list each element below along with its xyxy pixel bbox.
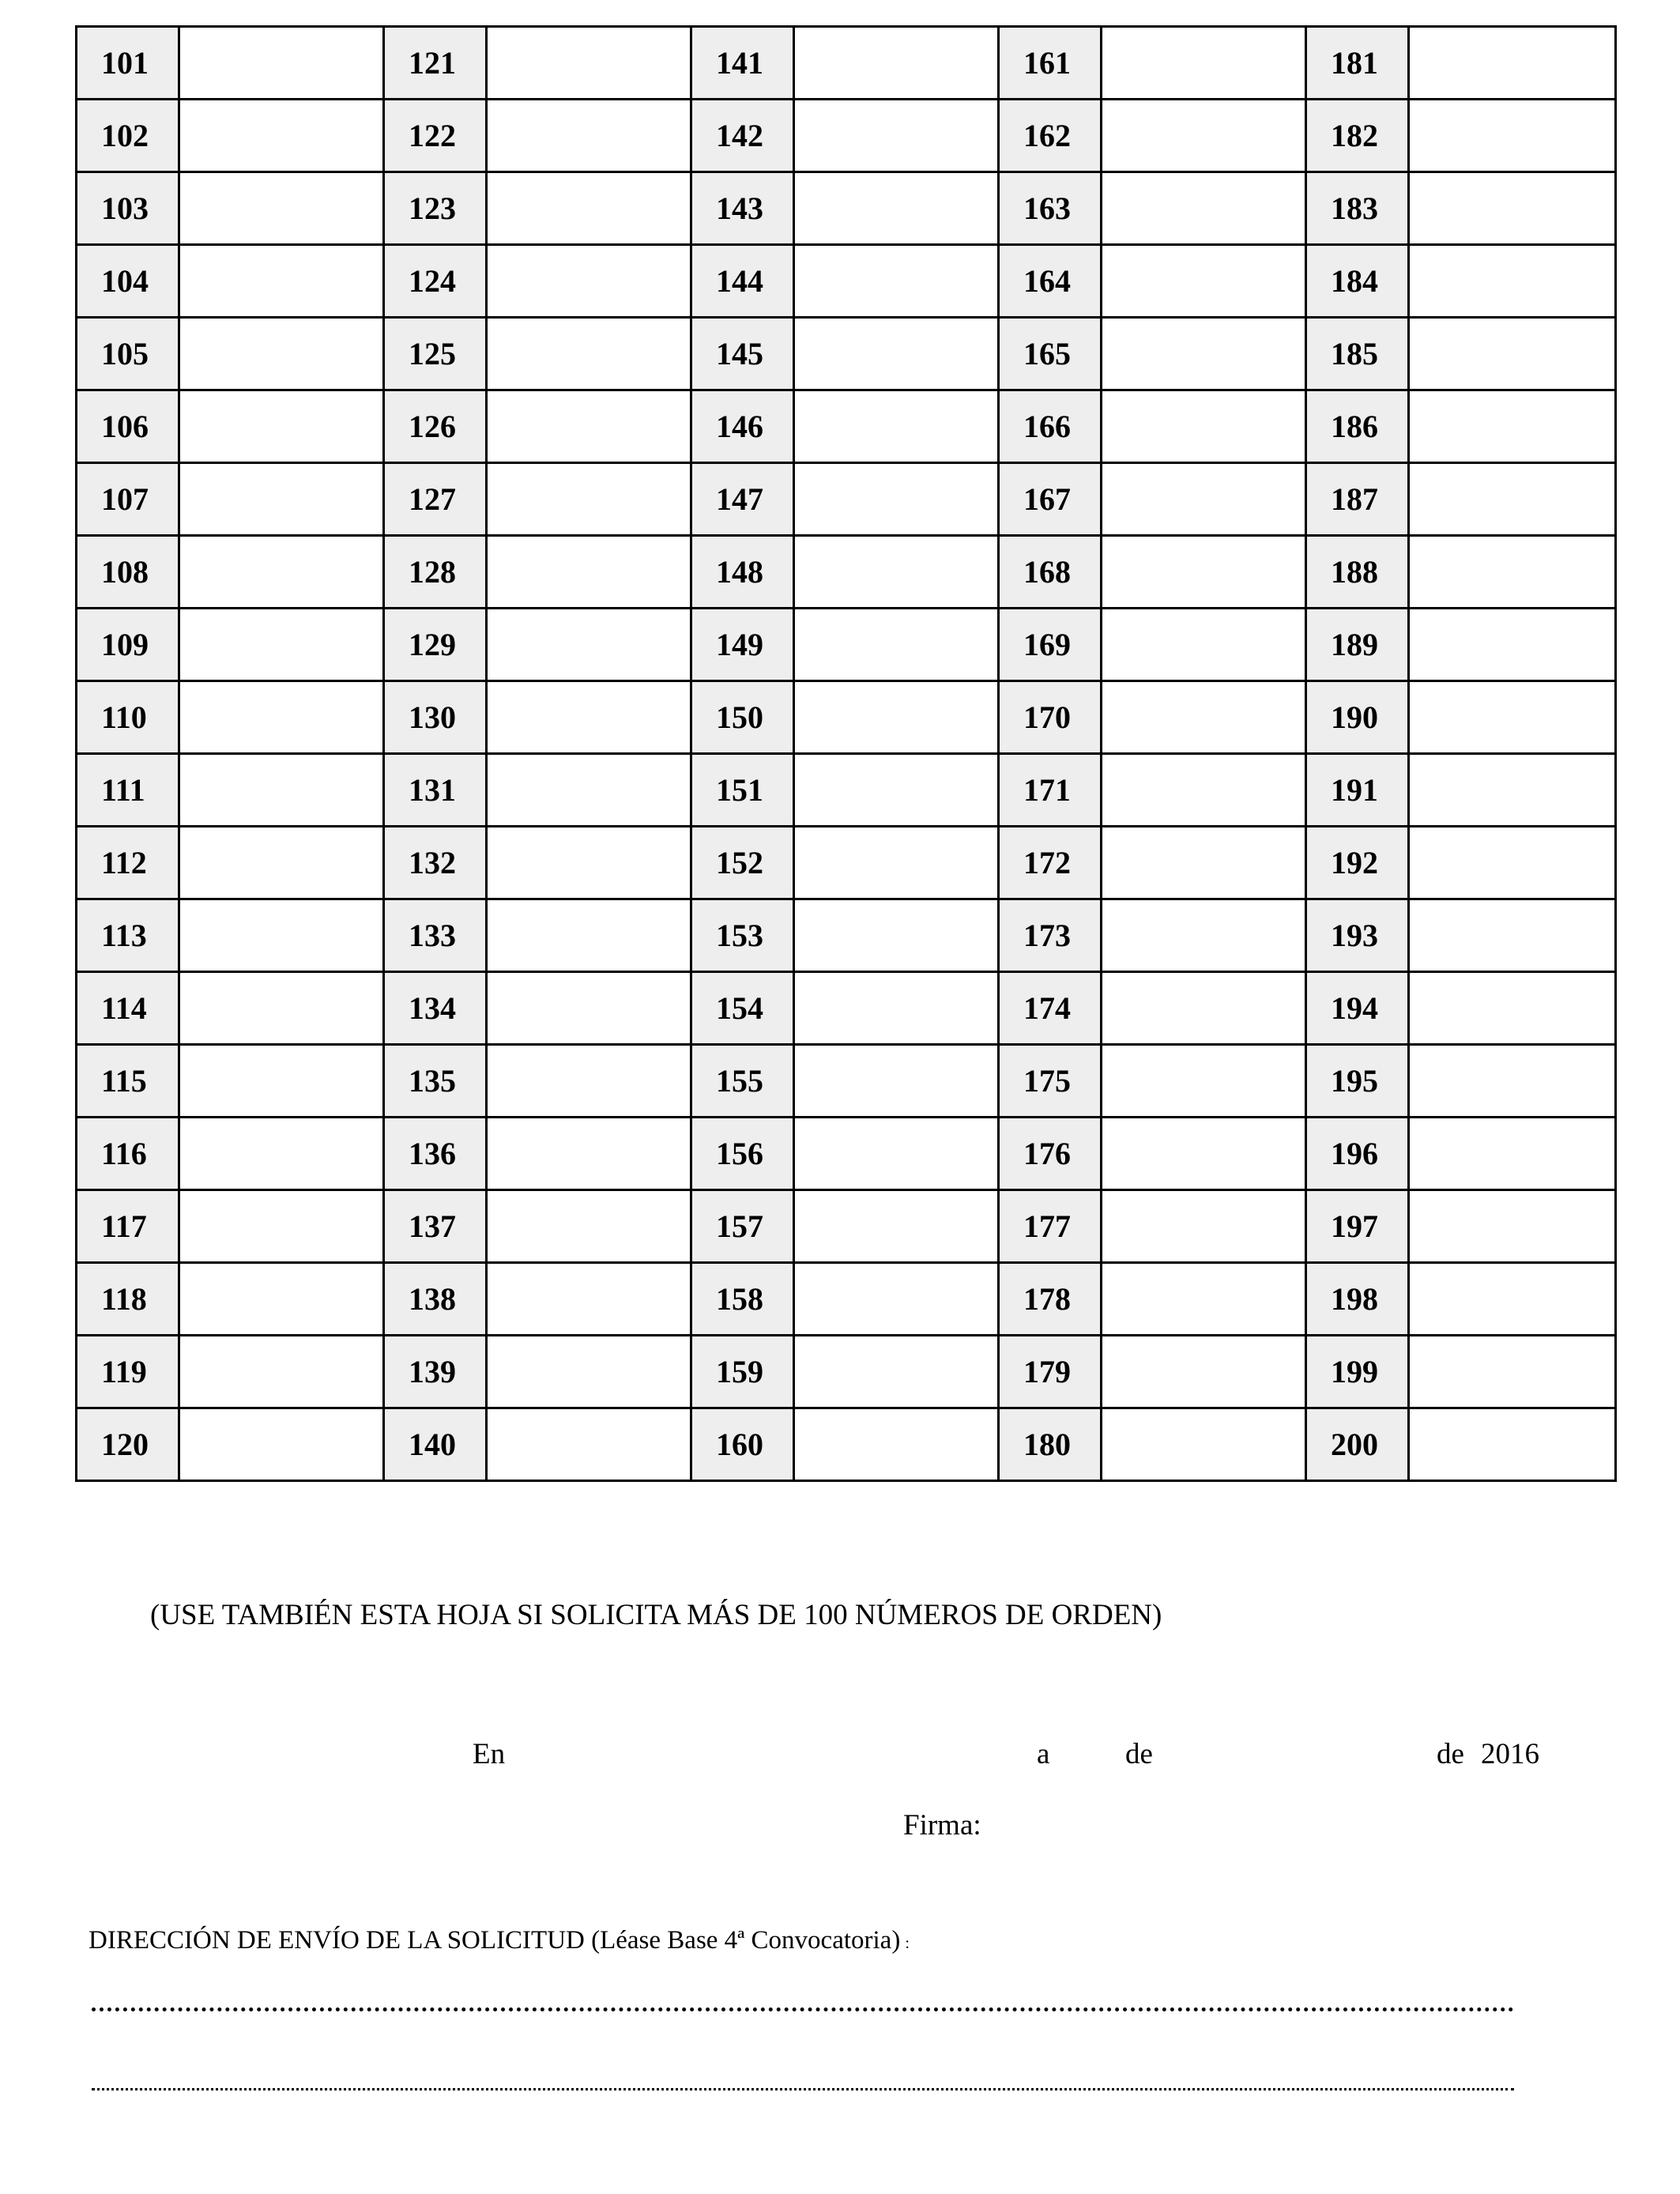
order-number-cell: 183 — [1306, 172, 1409, 245]
order-number-cell: 174 — [999, 972, 1102, 1045]
order-number-cell: 105 — [77, 318, 179, 390]
order-entry-cell[interactable] — [794, 827, 999, 899]
order-number-cell: 200 — [1306, 1408, 1409, 1481]
table-row — [77, 390, 1616, 463]
order-number-cell: 162 — [999, 100, 1102, 172]
order-entry-cell[interactable] — [1409, 27, 1616, 100]
order-number-cell: 139 — [384, 1336, 487, 1408]
order-number-cell: 177 — [999, 1190, 1102, 1263]
order-table-body — [77, 27, 1616, 1481]
order-number-cell: 191 — [1306, 754, 1409, 827]
order-entry-cell[interactable] — [487, 27, 691, 100]
order-number-cell: 101 — [77, 27, 179, 100]
order-number-cell: 149 — [691, 609, 794, 681]
order-number-cell: 185 — [1306, 318, 1409, 390]
order-number-cell: 120 — [77, 1408, 179, 1481]
order-entry-cell[interactable] — [1409, 899, 1616, 972]
table-row — [77, 899, 1616, 972]
usage-note: (USE TAMBIÉN ESTA HOJA SI SOLICITA MÁS DE 100 NÚMEROS DE ORDEN) — [150, 1599, 1162, 1631]
order-entry-cell[interactable] — [487, 1118, 691, 1190]
table-row — [77, 172, 1616, 245]
order-number-cell: 184 — [1306, 245, 1409, 318]
order-number-cell: 168 — [999, 536, 1102, 609]
order-number-cell: 152 — [691, 827, 794, 899]
order-entry-cell[interactable] — [487, 1336, 691, 1408]
order-number-cell: 132 — [384, 827, 487, 899]
order-entry-cell[interactable] — [487, 1190, 691, 1263]
order-number-cell: 142 — [691, 100, 794, 172]
order-number-cell: 143 — [691, 172, 794, 245]
order-entry-cell[interactable] — [179, 318, 384, 390]
order-number-cell: 119 — [77, 1336, 179, 1408]
order-number-cell: 138 — [384, 1263, 487, 1336]
order-number-cell: 116 — [77, 1118, 179, 1190]
order-entry-cell[interactable] — [794, 536, 999, 609]
order-entry-cell[interactable] — [1102, 609, 1306, 681]
order-number-cell: 178 — [999, 1263, 1102, 1336]
order-number-cell: 196 — [1306, 1118, 1409, 1190]
order-number-cell: 155 — [691, 1045, 794, 1118]
order-entry-cell[interactable] — [487, 972, 691, 1045]
order-entry-cell[interactable] — [179, 100, 384, 172]
table-row — [77, 1190, 1616, 1263]
table-row — [77, 245, 1616, 318]
order-entry-cell[interactable] — [1102, 1336, 1306, 1408]
order-entry-cell[interactable] — [1102, 1118, 1306, 1190]
address-title-colon: : — [905, 1935, 910, 1952]
order-number-cell: 173 — [999, 899, 1102, 972]
table-row — [77, 681, 1616, 754]
order-number-cell: 123 — [384, 172, 487, 245]
order-number-cell: 133 — [384, 899, 487, 972]
address-line-2[interactable] — [92, 2088, 1514, 2090]
table-row — [77, 1118, 1616, 1190]
order-number-cell: 187 — [1306, 463, 1409, 536]
order-entry-cell[interactable] — [794, 681, 999, 754]
order-entry-cell[interactable] — [1409, 318, 1616, 390]
order-entry-cell[interactable] — [1102, 1190, 1306, 1263]
order-number-cell: 169 — [999, 609, 1102, 681]
order-entry-cell[interactable] — [179, 1408, 384, 1481]
order-number-cell: 104 — [77, 245, 179, 318]
order-entry-cell[interactable] — [1409, 1336, 1616, 1408]
order-entry-cell[interactable] — [487, 754, 691, 827]
order-entry-cell[interactable] — [179, 899, 384, 972]
order-number-cell: 114 — [77, 972, 179, 1045]
order-number-cell: 157 — [691, 1190, 794, 1263]
address-title-text: DIRECCIÓN DE ENVÍO DE LA SOLICITUD (Léase Base 4ª Convocatoria) — [89, 1926, 901, 1955]
order-entry-cell[interactable] — [794, 609, 999, 681]
order-number-cell: 165 — [999, 318, 1102, 390]
order-number-cell: 181 — [1306, 27, 1409, 100]
order-entry-cell[interactable] — [487, 318, 691, 390]
order-entry-cell[interactable] — [794, 172, 999, 245]
order-entry-cell[interactable] — [794, 754, 999, 827]
order-entry-cell[interactable] — [794, 463, 999, 536]
order-entry-cell[interactable] — [179, 609, 384, 681]
order-entry-cell[interactable] — [794, 245, 999, 318]
order-number-cell: 160 — [691, 1408, 794, 1481]
order-number-cell: 130 — [384, 681, 487, 754]
table-row — [77, 972, 1616, 1045]
table-row — [77, 609, 1616, 681]
order-number-cell: 106 — [77, 390, 179, 463]
order-number-cell: 126 — [384, 390, 487, 463]
order-number-cell: 110 — [77, 681, 179, 754]
order-number-cell: 103 — [77, 172, 179, 245]
table-row — [77, 1408, 1616, 1481]
order-number-cell: 136 — [384, 1118, 487, 1190]
order-entry-cell[interactable] — [487, 172, 691, 245]
order-number-cell: 111 — [77, 754, 179, 827]
order-entry-cell[interactable] — [179, 172, 384, 245]
order-entry-cell[interactable] — [1409, 463, 1616, 536]
order-entry-cell[interactable] — [179, 390, 384, 463]
order-entry-cell[interactable] — [487, 1263, 691, 1336]
order-number-cell: 109 — [77, 609, 179, 681]
order-entry-cell[interactable] — [179, 463, 384, 536]
order-entry-cell[interactable] — [179, 536, 384, 609]
table-row — [77, 827, 1616, 899]
date-year: 2016 — [1481, 1738, 1539, 1770]
order-number-cell: 118 — [77, 1263, 179, 1336]
order-number-cell: 144 — [691, 245, 794, 318]
order-number-cell: 107 — [77, 463, 179, 536]
order-entry-cell[interactable] — [179, 827, 384, 899]
order-number-cell: 128 — [384, 536, 487, 609]
order-number-cell: 166 — [999, 390, 1102, 463]
order-number-cell: 161 — [999, 27, 1102, 100]
order-entry-cell[interactable] — [794, 390, 999, 463]
order-number-cell: 198 — [1306, 1263, 1409, 1336]
order-number-cell: 129 — [384, 609, 487, 681]
order-number-cell: 176 — [999, 1118, 1102, 1190]
order-number-cell: 199 — [1306, 1336, 1409, 1408]
order-entry-cell[interactable] — [1102, 899, 1306, 972]
table-row — [77, 100, 1616, 172]
order-entry-cell[interactable] — [487, 827, 691, 899]
order-entry-cell[interactable] — [1409, 245, 1616, 318]
table-row — [77, 1263, 1616, 1336]
order-number-cell: 154 — [691, 972, 794, 1045]
order-number-table — [75, 25, 1617, 1482]
order-entry-cell[interactable] — [179, 27, 384, 100]
table-row — [77, 754, 1616, 827]
order-entry-cell[interactable] — [794, 1118, 999, 1190]
order-entry-cell[interactable] — [794, 100, 999, 172]
order-number-cell: 146 — [691, 390, 794, 463]
order-entry-cell[interactable] — [1409, 1118, 1616, 1190]
order-number-cell: 150 — [691, 681, 794, 754]
order-entry-cell[interactable] — [179, 1263, 384, 1336]
order-entry-cell[interactable] — [487, 899, 691, 972]
order-number-cell: 122 — [384, 100, 487, 172]
order-entry-cell[interactable] — [1409, 609, 1616, 681]
order-entry-cell[interactable] — [794, 1045, 999, 1118]
order-number-cell: 172 — [999, 827, 1102, 899]
order-number-cell: 193 — [1306, 899, 1409, 972]
order-number-cell: 164 — [999, 245, 1102, 318]
order-entry-cell[interactable] — [1409, 172, 1616, 245]
order-number-cell: 189 — [1306, 609, 1409, 681]
order-entry-cell[interactable] — [1102, 27, 1306, 100]
order-entry-cell[interactable] — [794, 1408, 999, 1481]
order-number-cell: 127 — [384, 463, 487, 536]
order-number-cell: 190 — [1306, 681, 1409, 754]
order-number-cell: 145 — [691, 318, 794, 390]
order-number-cell: 134 — [384, 972, 487, 1045]
order-entry-cell[interactable] — [487, 390, 691, 463]
address-heading — [89, 1926, 910, 1955]
order-number-cell: 197 — [1306, 1190, 1409, 1263]
order-entry-cell[interactable] — [179, 245, 384, 318]
order-number-cell: 121 — [384, 27, 487, 100]
order-number-cell: 117 — [77, 1190, 179, 1263]
order-entry-cell[interactable] — [1102, 1263, 1306, 1336]
order-entry-cell[interactable] — [487, 681, 691, 754]
order-number-cell: 141 — [691, 27, 794, 100]
order-entry-cell[interactable] — [1102, 681, 1306, 754]
order-number-cell: 108 — [77, 536, 179, 609]
order-entry-cell[interactable] — [794, 899, 999, 972]
date-de-year-label: de — [1437, 1738, 1464, 1770]
order-number-cell: 125 — [384, 318, 487, 390]
order-number-cell: 140 — [384, 1408, 487, 1481]
order-entry-cell[interactable] — [1102, 754, 1306, 827]
order-entry-cell[interactable] — [1409, 536, 1616, 609]
order-entry-cell[interactable] — [1102, 390, 1306, 463]
order-entry-cell[interactable] — [1102, 827, 1306, 899]
table-row — [77, 27, 1616, 100]
order-number-cell: 171 — [999, 754, 1102, 827]
order-entry-cell[interactable] — [1409, 1045, 1616, 1118]
order-entry-cell[interactable] — [487, 1045, 691, 1118]
order-number-cell: 179 — [999, 1336, 1102, 1408]
order-entry-cell[interactable] — [487, 100, 691, 172]
order-entry-cell[interactable] — [1102, 100, 1306, 172]
order-entry-cell[interactable] — [1409, 681, 1616, 754]
order-number-cell: 153 — [691, 899, 794, 972]
order-number-cell: 151 — [691, 754, 794, 827]
order-number-cell: 148 — [691, 536, 794, 609]
order-number-cell: 159 — [691, 1336, 794, 1408]
signature-label: Firma: — [903, 1809, 981, 1842]
order-entry-cell[interactable] — [487, 463, 691, 536]
order-entry-cell[interactable] — [794, 318, 999, 390]
order-entry-cell[interactable] — [487, 1408, 691, 1481]
order-number-cell: 156 — [691, 1118, 794, 1190]
table-row — [77, 1045, 1616, 1118]
order-entry-cell[interactable] — [794, 27, 999, 100]
order-entry-cell[interactable] — [179, 1190, 384, 1263]
order-entry-cell[interactable] — [179, 1045, 384, 1118]
order-entry-cell[interactable] — [179, 1118, 384, 1190]
order-entry-cell[interactable] — [487, 245, 691, 318]
order-entry-cell[interactable] — [1102, 536, 1306, 609]
order-number-cell: 180 — [999, 1408, 1102, 1481]
order-entry-cell[interactable] — [794, 972, 999, 1045]
order-entry-cell[interactable] — [1409, 1408, 1616, 1481]
order-entry-cell[interactable] — [179, 1336, 384, 1408]
address-line-1[interactable] — [92, 2007, 1514, 2011]
table-row — [77, 318, 1616, 390]
order-entry-cell[interactable] — [487, 609, 691, 681]
order-number-cell: 135 — [384, 1045, 487, 1118]
order-number-cell: 131 — [384, 754, 487, 827]
date-de-label: de — [1125, 1738, 1153, 1770]
order-entry-cell[interactable] — [794, 1263, 999, 1336]
order-entry-cell[interactable] — [794, 1336, 999, 1408]
order-number-cell: 170 — [999, 681, 1102, 754]
order-entry-cell[interactable] — [179, 972, 384, 1045]
order-number-cell: 113 — [77, 899, 179, 972]
order-number-cell: 167 — [999, 463, 1102, 536]
order-number-cell: 102 — [77, 100, 179, 172]
order-number-cell: 192 — [1306, 827, 1409, 899]
order-entry-cell[interactable] — [1102, 1045, 1306, 1118]
date-a-label: a — [1037, 1738, 1050, 1770]
date-en-label: En — [473, 1738, 506, 1770]
table-row — [77, 1336, 1616, 1408]
order-number-cell: 115 — [77, 1045, 179, 1118]
order-entry-cell[interactable] — [487, 536, 691, 609]
order-number-cell: 175 — [999, 1045, 1102, 1118]
order-entry-cell[interactable] — [1409, 827, 1616, 899]
order-number-cell: 182 — [1306, 100, 1409, 172]
order-entry-cell[interactable] — [1102, 972, 1306, 1045]
order-entry-cell[interactable] — [1409, 390, 1616, 463]
table-row — [77, 463, 1616, 536]
order-entry-cell[interactable] — [1409, 1190, 1616, 1263]
order-number-cell: 186 — [1306, 390, 1409, 463]
table-row — [77, 536, 1616, 609]
order-number-cell: 137 — [384, 1190, 487, 1263]
order-entry-cell[interactable] — [1409, 1263, 1616, 1336]
order-entry-cell[interactable] — [1409, 972, 1616, 1045]
order-number-cell: 158 — [691, 1263, 794, 1336]
order-entry-cell[interactable] — [179, 754, 384, 827]
order-entry-cell[interactable] — [1409, 754, 1616, 827]
order-entry-cell[interactable] — [1102, 1408, 1306, 1481]
order-number-cell: 124 — [384, 245, 487, 318]
order-entry-cell[interactable] — [1102, 318, 1306, 390]
order-number-cell: 163 — [999, 172, 1102, 245]
order-number-cell: 194 — [1306, 972, 1409, 1045]
order-entry-cell[interactable] — [794, 1190, 999, 1263]
order-number-cell: 112 — [77, 827, 179, 899]
order-entry-cell[interactable] — [1102, 463, 1306, 536]
order-entry-cell[interactable] — [1102, 245, 1306, 318]
order-entry-cell[interactable] — [1409, 100, 1616, 172]
order-number-cell: 188 — [1306, 536, 1409, 609]
order-entry-cell[interactable] — [1102, 172, 1306, 245]
order-number-cell: 147 — [691, 463, 794, 536]
order-entry-cell[interactable] — [179, 681, 384, 754]
order-number-cell: 195 — [1306, 1045, 1409, 1118]
